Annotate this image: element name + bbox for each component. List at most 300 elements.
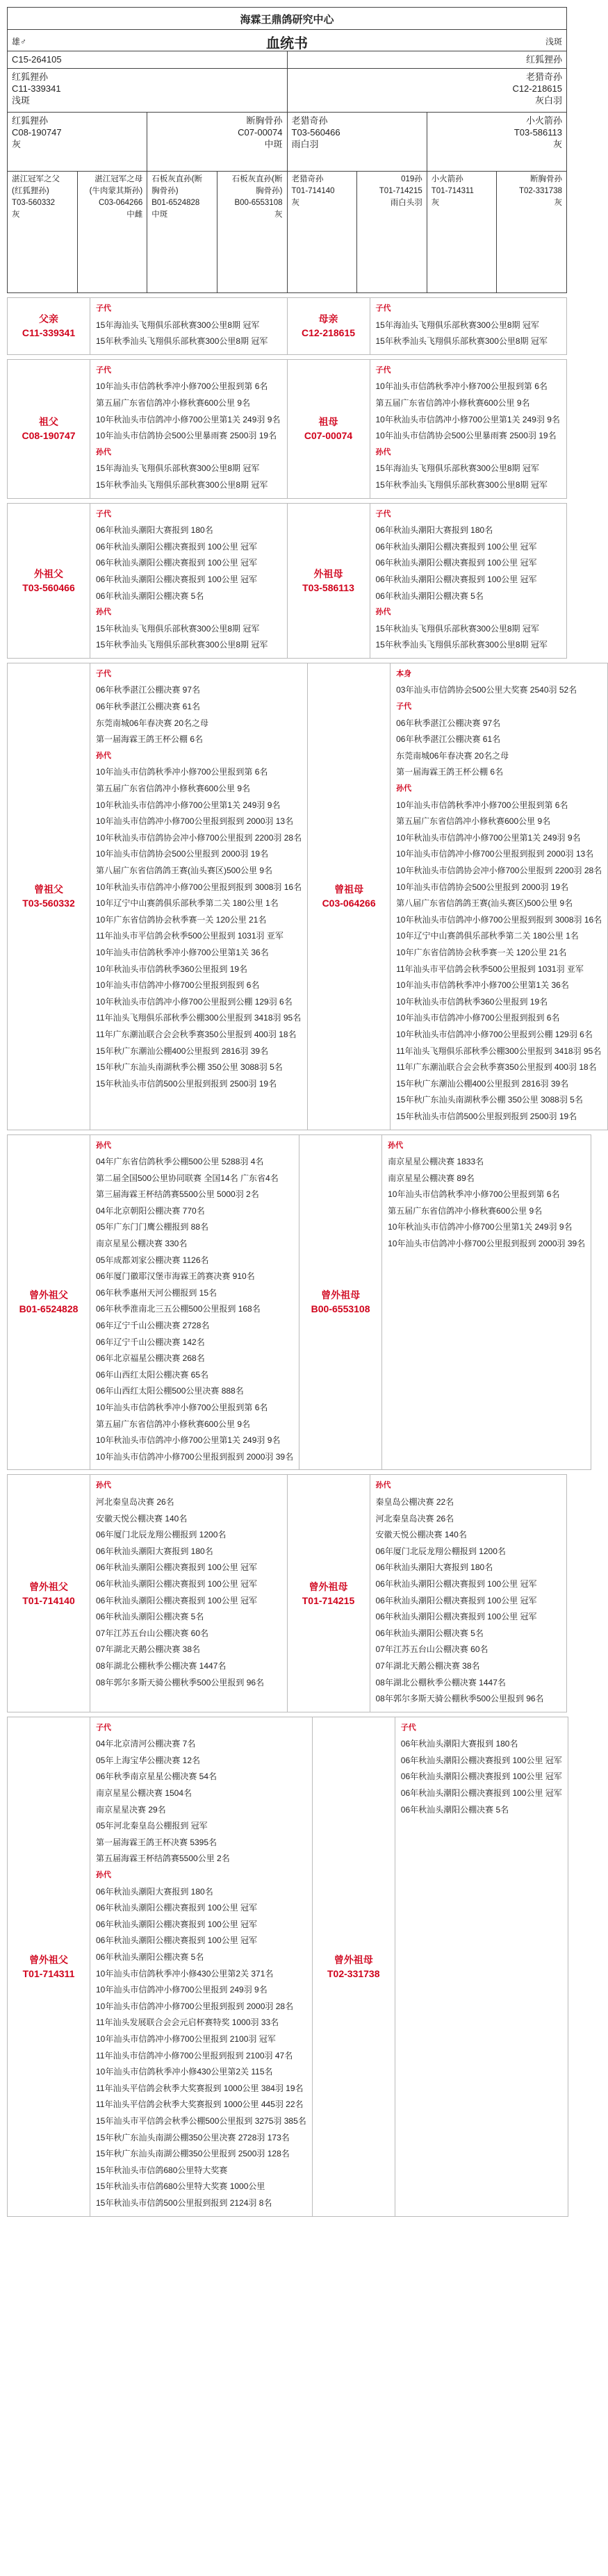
race-records — [90, 1135, 299, 1470]
ancestor-block — [7, 503, 288, 659]
race-record: 05年河北秦皇岛公棚报到 冠军 — [96, 1821, 208, 1831]
race-record: 08年湖北公棚秋季公棚决赛 1447名 — [96, 1660, 227, 1671]
race-record: 10年秋汕头市信鸽协会冲小修700公里报到 2200羽 28名 — [396, 866, 602, 875]
race-record: 06年秋季南京星星公棚决赛 54名 — [96, 1772, 217, 1782]
race-record: 15年秋汕头市信鸽500公里报到报到 2500羽 19名 — [96, 1078, 277, 1089]
gen3-line: 灰 — [554, 199, 562, 207]
race-record: 06年秋季淮南北三五公棚500公里报到 168名 — [96, 1304, 261, 1314]
race-record: 第三届海霖王杯结鸽赛5500公里 5000羽 2名 — [96, 1189, 259, 1200]
record-section-label: 孙代 — [375, 447, 391, 456]
race-record: 15年秋汕头飞翔俱乐部秋赛300公里8期 冠军 — [375, 623, 539, 634]
gen3-cell — [357, 172, 427, 292]
race-record: 10年汕头市信鸽协会500公里报到 2000羽 19名 — [396, 882, 569, 892]
record-section-label: 子代 — [400, 1723, 416, 1732]
subject-ring: C15-264105 — [8, 51, 288, 68]
subject-color: 浅斑 — [545, 37, 562, 47]
gen3-line: T02-331738 — [518, 187, 562, 195]
record-section-label: 子代 — [96, 304, 111, 313]
record-section-label: 孙代 — [96, 1141, 111, 1150]
race-record: 06年秋汕头潮阳公棚决赛报到 100公里 冠军 — [375, 574, 537, 584]
ancestor-role: 曾外祖母 — [309, 1580, 348, 1592]
dam-cell — [288, 69, 567, 112]
race-record: 河北秦皇岛决赛 26名 — [96, 1496, 174, 1507]
record-section-label: 子代 — [396, 702, 412, 711]
gen3-line: C03-064266 — [98, 199, 143, 207]
race-record: 11年汕头飞翔俱乐部秋季公棚300公里报到 3418羽 95名 — [96, 1013, 302, 1023]
ancestor-ring: C07-00074 — [304, 430, 353, 442]
ancestor-role: 曾外祖父 — [29, 1954, 68, 1965]
race-record: 15年秋季汕头飞翔俱乐部秋赛300公里8期 冠军 — [96, 640, 268, 650]
race-record: 15年秋汕头市信鸽500公里报到报到 2124羽 8名 — [96, 2197, 272, 2208]
race-record: 06年秋汕头潮阳大赛报到 180名 — [400, 1739, 518, 1749]
ancestor-label — [8, 1717, 90, 2216]
ancestor-label — [8, 1475, 90, 1711]
record-section-label: 孙代 — [96, 608, 111, 617]
race-record: 06年秋汕头潮阳大赛报到 180名 — [375, 1562, 493, 1573]
race-record: 06年秋季湛江公棚决赛 97名 — [396, 718, 501, 728]
ancestor-ring: T03-560332 — [22, 898, 75, 909]
ancestor-role: 曾外祖母 — [321, 1289, 361, 1301]
gen3-cell — [217, 172, 288, 292]
ancestor-ring: T01-714140 — [22, 1594, 75, 1606]
race-record: 第一届海霖王鸽王杯公棚 6名 — [96, 734, 204, 745]
race-record: 南京星星公棚决赛 330名 — [96, 1239, 188, 1249]
gen3-line: 石板灰直孙(断 — [151, 175, 203, 183]
ancestor-role: 曾祖父 — [34, 884, 63, 895]
subject-row — [8, 51, 566, 69]
race-record: 10年秋汕头市信鸽秋季360公里报到 19名 — [96, 964, 248, 974]
page-title: 血统书 — [266, 36, 308, 51]
race-record: 10年汕头市信鸽秋季冲小修700公里报到第 6名 — [96, 767, 268, 777]
race-record: 10年汕头市信鸽秋季冲小修700公里报到第 6名 — [396, 800, 568, 810]
gen3-cell — [147, 172, 217, 292]
gen3-line: (牛肉蒙其斯孙) — [89, 187, 143, 195]
race-record: 15年秋广东汕头南湖秋季公棚 350公里 3088羽 5名 — [396, 1095, 583, 1105]
gen3-line: 灰 — [291, 199, 299, 207]
gen3-line: (红狐狸孙) — [12, 187, 49, 195]
race-record: 10年秋汕头市信鸽冲小修700公里报到公棚 129羽 6名 — [396, 1029, 593, 1039]
ancestor-ring: C03-064266 — [322, 898, 376, 909]
gen3-line: 小火箭孙 — [431, 175, 463, 183]
ancestor-label — [8, 663, 90, 1130]
gen2-cell — [427, 113, 566, 171]
race-record: 10年汕头市信鸽冲小修700公里报到 249羽 9名 — [96, 1985, 268, 1995]
gen2-color: 雨白羽 — [291, 139, 319, 149]
ancestor-ring: T02-331738 — [327, 1967, 380, 1979]
race-record: 06年秋汕头潮阳公棚决赛报到 100公里 冠军 — [375, 1578, 537, 1589]
record-section-label: 子代 — [375, 365, 391, 374]
race-record: 10年秋汕头市信鸽冲小修700公里第1关 249羽 9名 — [96, 800, 281, 810]
record-section-label: 子代 — [96, 509, 111, 518]
race-record: 10年秋汕头市信鸽冲小修700公里报到报到 3008羽 16名 — [96, 882, 302, 892]
race-record: 06年秋汕头潮阳大赛报到 180名 — [96, 1546, 213, 1556]
race-record: 第一届海霖王鸽王杯公棚 6名 — [396, 767, 504, 777]
race-records — [90, 1717, 312, 2216]
race-record: 10年辽宁中山赛鸽俱乐部秋季第二关 180公里 1名 — [96, 898, 279, 909]
gen3-line: T01-714215 — [379, 187, 422, 195]
gen3-cell — [288, 172, 358, 292]
race-record: 04年广东省信鸽秋季公棚500公里 5288羽 4名 — [96, 1157, 264, 1167]
race-record: 南京星星公棚决赛 1504名 — [96, 1788, 192, 1799]
sire-name: 红狐狸孙 — [12, 72, 49, 82]
race-record: 06年厦门北辰龙翔公棚报到 1200名 — [96, 1530, 227, 1540]
ancestor-ring: C08-190747 — [22, 430, 76, 442]
gen3-line: T01-714311 — [431, 187, 474, 195]
race-record: 10年汕头市信鸽秋季冲小修430公里第2关 115名 — [96, 2067, 273, 2077]
race-record: 南京星星公棚决赛 1833名 — [388, 1157, 484, 1167]
sex-label: 雄♂ — [12, 37, 27, 47]
record-section-label: 孙代 — [96, 751, 111, 760]
record-section-label: 孙代 — [375, 1481, 391, 1490]
race-record: 06年秋汕头潮阳公棚决赛报到 100公里 冠军 — [96, 1903, 258, 1913]
race-record: 15年秋季汕头飞翔俱乐部秋赛300公里8期 冠军 — [375, 479, 548, 490]
dam-name: 老猎奇孙 — [525, 72, 562, 82]
race-records — [370, 1475, 567, 1711]
ancestor-label — [308, 663, 391, 1130]
ancestor-label — [288, 504, 370, 658]
record-section-label: 本身 — [396, 669, 412, 678]
race-record: 15年秋汕头市信鸽500公里报到报到 2500羽 19名 — [396, 1111, 577, 1121]
race-record: 10年汕头市信鸽冲小修700公里报到报到 2000羽 28名 — [96, 2001, 294, 2011]
gen3-line: B01-6524828 — [151, 199, 200, 207]
record-section-label: 孙代 — [96, 1871, 111, 1880]
ancestor-role: 母亲 — [318, 313, 338, 325]
record-section-label: 孙代 — [96, 447, 111, 456]
race-record: 06年秋汕头潮阳公棚决赛报到 100公里 冠军 — [400, 1755, 562, 1765]
race-records — [370, 298, 567, 354]
header-table — [7, 7, 567, 293]
record-section-label: 子代 — [375, 509, 391, 518]
ancestor-pair — [7, 1134, 586, 1471]
ancestor-role: 外祖母 — [313, 568, 343, 579]
race-record: 南京星星公棚决赛 89名 — [388, 1173, 475, 1183]
race-record: 15年秋季汕头飞翔俱乐部秋赛300公里8期 冠军 — [96, 479, 268, 490]
race-record: 05年上海宝华公棚决赛 12名 — [96, 1755, 201, 1765]
ancestor-label — [288, 1475, 370, 1711]
gen3-line: 雨白头羽 — [390, 199, 422, 207]
race-record: 06年秋汕头潮阳公棚决赛 5名 — [375, 1628, 484, 1638]
ancestor-pair — [7, 359, 567, 499]
race-record: 15年秋广东潮汕公棚400公里报到 2816羽 39名 — [96, 1046, 269, 1056]
ancestor-role: 曾外祖母 — [334, 1954, 373, 1965]
race-record: 10年汕头市信鸽冲小修700公里报到报到 6名 — [396, 1013, 560, 1023]
race-record: 10年汕头市信鸽协会500公里暴雨赛 2500羽 19名 — [375, 431, 557, 441]
sire-cell — [8, 69, 288, 112]
race-record: 10年汕头市信鸽协会500公里暴雨赛 2500羽 19名 — [96, 431, 277, 441]
gen2-cell — [288, 113, 427, 171]
race-record: 安徽天悦公棚决赛 140名 — [96, 1513, 188, 1524]
dam-ring: C12-218615 — [512, 83, 562, 94]
record-section-label: 孙代 — [388, 1141, 404, 1150]
race-record: 06年秋汕头潮阳公棚决赛 5名 — [96, 1612, 204, 1622]
ancestor-label — [8, 504, 90, 658]
race-record: 07年湖北天鹅公棚决赛 38名 — [375, 1660, 480, 1671]
race-record: 06年秋汕头潮阳公棚决赛报到 100公里 冠军 — [375, 558, 537, 568]
gen2-cell — [8, 113, 147, 171]
pedigree-certificate — [7, 7, 602, 2217]
race-record: 10年汕头市信鸽秋季冲小修700公里报到第 6名 — [96, 1403, 268, 1412]
race-record: 15年秋季汕头飞翔俱乐部秋赛300公里8期 冠军 — [96, 336, 268, 347]
race-record: 15年秋广东潮汕公棚400公里报到 2816羽 39名 — [396, 1078, 569, 1089]
race-record: 10年秋汕头市信鸽冲小修700公里第1关 249羽 9名 — [96, 414, 281, 424]
ancestor-block — [287, 297, 568, 355]
gen3-line: 湛江冠军之母 — [95, 175, 143, 183]
ancestor-block — [312, 1717, 568, 2217]
ancestor-block — [299, 1134, 591, 1471]
ancestor-ring: T01-714215 — [302, 1594, 355, 1606]
gen3-line: 断胸骨孙 — [530, 175, 562, 183]
gen2-name: 红狐狸孙 — [12, 115, 49, 126]
race-record: 15年秋广东汕头南湖公棚350公里报到 2500羽 128名 — [96, 2149, 290, 2159]
ancestor-pair — [7, 297, 567, 355]
race-record: 06年秋季惠州天河公棚报到 15名 — [96, 1287, 217, 1298]
record-section-label: 孙代 — [375, 608, 391, 617]
race-record: 10年秋汕头市信鸽秋季360公里报到 19名 — [396, 996, 548, 1007]
record-section-label: 孙代 — [396, 784, 412, 793]
race-record: 15年海汕头飞翔俱乐部秋赛300公里8期 冠军 — [96, 320, 260, 330]
record-section-label: 子代 — [96, 365, 111, 374]
race-record: 10年汕头市信鸽协会500公里报到 2000羽 19名 — [96, 849, 269, 859]
gen2-row — [8, 113, 566, 172]
ancestor-pair — [7, 1474, 567, 1712]
race-records — [370, 504, 567, 658]
ancestor-ring: B01-6524828 — [19, 1303, 79, 1315]
race-record: 10年汕头市信鸽冲小修700公里报到报到 2000羽 39名 — [388, 1239, 586, 1249]
race-record: 10年汕头市信鸽冲小修700公里报到报到 6名 — [96, 980, 260, 991]
gen3-cell — [78, 172, 148, 292]
sire-color: 浅斑 — [12, 95, 31, 106]
gen3-line: T03-560332 — [12, 199, 56, 207]
race-records — [391, 663, 607, 1130]
gen3-line: 中斑 — [151, 210, 168, 219]
race-record: 10年秋汕头市信鸽冲小修700公里第1关 249羽 9名 — [388, 1222, 573, 1232]
race-record: 15年秋季汕头飞翔俱乐部秋赛300公里8期 冠军 — [375, 336, 548, 347]
race-record: 06年山西红太阳公棚决赛 65名 — [96, 1369, 209, 1380]
ancestor-label — [288, 298, 370, 354]
ancestor-ring: B00-6553108 — [311, 1303, 370, 1315]
race-record: 10年广东省信鸽协会秋季赛一关 120公里 21名 — [96, 914, 267, 925]
race-records — [90, 360, 287, 498]
ancestor-role: 祖母 — [318, 416, 338, 428]
race-record: 06年秋汕头潮阳公棚决赛报到 100公里 冠军 — [375, 1612, 537, 1622]
ancestor-role: 外祖父 — [34, 568, 63, 579]
race-record: 第五届广东省信鸽冲小修秋赛600公里 9名 — [375, 397, 530, 408]
ancestor-ring: T03-560466 — [22, 581, 75, 593]
race-record: 秦皇岛公棚决赛 22名 — [375, 1496, 454, 1507]
ancestor-records — [7, 297, 602, 2217]
gen3-line: 中雌 — [126, 210, 143, 219]
gen2-name: 老猎奇孙 — [291, 115, 328, 126]
race-record: 第五届海霖王杯结鸽赛5500公里 2名 — [96, 1853, 230, 1864]
ancestor-role: 父亲 — [39, 313, 58, 325]
gen3-line: 石板灰直孙(断 — [231, 175, 283, 183]
race-record: 10年秋汕头市信鸽冲小修700公里第1关 249羽 9名 — [396, 832, 581, 843]
ancestor-role: 曾外祖父 — [29, 1580, 68, 1592]
gen3-line: 胸骨孙) — [256, 187, 283, 195]
race-record: 15年汕头市平信鸽会秋季公棚500公里报到 3275羽 385名 — [96, 2115, 306, 2126]
race-record: 11年汕头飞翔俱乐部秋季公棚300公里报到 3418羽 95名 — [396, 1046, 602, 1056]
ancestor-block — [7, 1474, 288, 1712]
race-record: 15年秋广东汕头南湖公棚350公里决赛 2728羽 173名 — [96, 2132, 290, 2142]
ancestor-ring: C11-339341 — [22, 327, 76, 339]
race-record: 06年秋汕头潮阳公棚决赛 5名 — [375, 591, 484, 601]
ancestor-role: 曾外祖父 — [29, 1289, 68, 1301]
gen2-color: 中斑 — [264, 139, 283, 149]
race-record: 东莞南城06年春决赛 20名之母 — [396, 750, 509, 761]
ancestor-block — [7, 663, 308, 1130]
gen3-cell — [427, 172, 498, 292]
gen2-ring: C08-190747 — [12, 127, 62, 138]
race-records — [90, 1475, 287, 1711]
gen2-name: 断胸骨孙 — [246, 115, 283, 126]
race-record: 06年秋季湛江公棚决赛 61名 — [396, 734, 501, 745]
race-record: 06年山西红太阳公棚500公里决赛 888名 — [96, 1386, 244, 1396]
ancestor-ring: T01-714311 — [22, 1967, 75, 1979]
race-record: 06年秋汕头潮阳公棚决赛报到 100公里 冠军 — [96, 1562, 258, 1573]
race-record: 06年秋汕头潮阳公棚决赛报到 100公里 冠军 — [375, 541, 537, 552]
race-records — [90, 298, 287, 354]
race-record: 10年汕头市信鸽秋季冲小修700公里第1关 36名 — [96, 947, 269, 957]
race-record: 06年秋汕头潮阳公棚决赛 5名 — [96, 1952, 204, 1962]
race-record: 10年秋汕头市信鸽冲小修700公里报到报到 3008羽 16名 — [396, 914, 602, 925]
gen2-ring: T03-586113 — [513, 127, 562, 138]
race-record: 第二届全国500公里协同联赛 全国14名 广东省4名 — [96, 1173, 279, 1183]
gen3-line: 灰 — [12, 210, 20, 219]
race-record: 第一届海霖王鸽王杯决赛 5395名 — [96, 1837, 217, 1847]
ancestor-role: 祖父 — [39, 416, 58, 428]
race-record: 06年秋汕头潮阳公棚决赛 5名 — [400, 1804, 509, 1815]
ancestor-block — [7, 297, 288, 355]
race-record: 10年汕头市信鸽冲小修700公里报到报到 2000羽 13名 — [396, 849, 594, 859]
ancestor-label — [288, 360, 370, 498]
ancestor-ring: C12-218615 — [301, 327, 356, 339]
race-record: 06年秋汕头潮阳公棚决赛报到 100公里 冠军 — [400, 1772, 562, 1782]
dam-color: 灰白羽 — [534, 95, 562, 106]
race-record: 06年秋汕头潮阳大赛报到 180名 — [96, 525, 213, 536]
race-record: 第五届广东省信鸽冲小修秋赛600公里 9名 — [396, 816, 551, 827]
race-record: 06年厦门徽耶汉堡市海霖王鸽赛决赛 910名 — [96, 1271, 255, 1282]
gen2-cell — [147, 113, 287, 171]
race-record: 10年汕头市信鸽秋季冲小修700公里报到第 6名 — [388, 1189, 560, 1200]
gen2-ring: T03-560466 — [291, 127, 340, 138]
ancestor-pair — [7, 663, 602, 1130]
race-record: 河北秦皇岛决赛 26名 — [375, 1513, 454, 1524]
gen2-color: 灰 — [12, 139, 22, 149]
race-record: 安徽天悦公棚决赛 140名 — [375, 1530, 467, 1540]
race-record: 15年海汕头飞翔俱乐部秋赛300公里8期 冠军 — [375, 463, 539, 474]
ancestor-label — [8, 298, 90, 354]
ancestor-pair — [7, 503, 567, 659]
race-record: 11年广东潮汕联合会会秋季赛350公里报到 400羽 18名 — [96, 1029, 297, 1039]
race-record: 10年汕头市信鸽冲小修700公里报到报到 2000羽 13名 — [96, 816, 294, 827]
race-record: 07年江苏五台山公棚决赛 60名 — [96, 1628, 209, 1638]
race-record: 11年广东潮汕联合会会秋季赛350公里报到 400羽 18名 — [396, 1062, 597, 1073]
ancestor-block — [307, 663, 608, 1130]
gen3-line: B00-6553108 — [234, 199, 283, 207]
subject-name: 红狐狸孙 — [525, 54, 562, 65]
ancestor-label — [8, 1135, 90, 1470]
race-record: 10年秋汕头市信鸽冲小修700公里报到公棚 129羽 6名 — [96, 996, 293, 1007]
race-record: 10年汕头市信鸽秋季冲小修430公里第2关 371名 — [96, 1968, 274, 1979]
race-record: 15年秋汕头市信鸽680公里特大奖赛 1000公里 — [96, 2181, 265, 2192]
ancestor-block — [287, 359, 568, 499]
race-record: 10年辽宁中山赛鸽俱乐部秋季第二关 180公里 1名 — [396, 931, 579, 941]
race-record: 15年海汕头飞翔俱乐部秋赛300公里8期 冠军 — [375, 320, 539, 330]
ancestor-pair — [7, 1717, 567, 2217]
race-record: 15年海汕头飞翔俱乐部秋赛300公里8期 冠军 — [96, 463, 260, 474]
ancestor-block — [7, 359, 288, 499]
race-record: 第五届广东省信鸽冲小修秋赛600公里 9名 — [96, 397, 251, 408]
gen3-cell — [497, 172, 566, 292]
gen3-line: 灰 — [274, 210, 283, 219]
race-record: 06年厦门北辰龙翔公棚报到 1200名 — [375, 1546, 506, 1556]
race-record: 06年秋汕头潮阳公棚决赛报到 100公里 冠军 — [96, 1919, 258, 1929]
gen2-ring: C07-00074 — [238, 127, 283, 138]
race-record: 10年汕头市信鸽秋季冲小修700公里第1关 36名 — [396, 980, 569, 991]
race-records — [90, 663, 307, 1130]
race-record: 10年广东省信鸽协会秋季赛一关 120公里 21名 — [396, 947, 567, 957]
race-record: 06年秋汕头潮阳公棚决赛 5名 — [96, 591, 204, 601]
sire-ring: C11-339341 — [12, 83, 61, 94]
race-record: 06年北京福星公棚决赛 268名 — [96, 1353, 205, 1364]
race-record: 第八届广东省信鸽鸽王赛(汕头赛区)500公里 9名 — [96, 866, 273, 875]
race-record: 11年汕头平信鸽会秋季大奖赛报到 1000公里 384羽 19名 — [96, 2083, 304, 2093]
race-record: 06年秋汕头潮阳公棚决赛报到 100公里 冠军 — [96, 1935, 258, 1946]
race-record: 10年汕头市信鸽秋季冲小修700公里报到第 6名 — [96, 381, 268, 392]
race-record: 06年辽宁千山公棚决赛 142名 — [96, 1337, 205, 1347]
race-record: 10年秋汕头市信鸽冲小修700公里第1关 249羽 9名 — [96, 1435, 281, 1446]
race-records — [382, 1135, 591, 1470]
race-record: 06年秋汕头潮阳公棚决赛报到 100公里 冠军 — [96, 558, 258, 568]
gen2-name: 小火箭孙 — [525, 115, 562, 126]
race-records — [395, 1717, 568, 2216]
ancestor-role: 曾祖母 — [334, 884, 364, 895]
race-record: 第五届广东省信鸽冲小修秋赛600公里 9名 — [96, 1419, 251, 1429]
race-record: 06年秋汕头潮阳公棚决赛报到 100公里 冠军 — [375, 1595, 537, 1605]
race-record: 06年秋汕头潮阳公棚决赛报到 100公里 冠军 — [96, 1578, 258, 1589]
organization-name: 海霖王鼎鸽研究中心 — [8, 8, 566, 30]
gen3-row — [8, 172, 566, 292]
race-record: 06年秋汕头潮阳公棚决赛报到 100公里 冠军 — [400, 1788, 562, 1799]
gen3-line: 019孙 — [401, 175, 422, 183]
ancestor-block — [7, 1134, 299, 1471]
ancestor-block — [7, 1717, 313, 2217]
race-record: 11年汕头市信鸽冲小修700公里报到报到 2100羽 47名 — [96, 2050, 293, 2061]
race-record: 11年汕头市平信鸽会秋季500公里报到 1031羽 亚军 — [96, 931, 284, 941]
gen3-line: 老猎奇孙 — [291, 175, 324, 183]
race-record: 南京星星决赛 29名 — [96, 1804, 166, 1815]
race-record: 15年秋季汕头飞翔俱乐部秋赛300公里8期 冠军 — [375, 640, 548, 650]
race-record: 10年汕头市信鸽冲小修700公里报到 2100羽 冠军 — [96, 2033, 276, 2044]
ancestor-label — [8, 360, 90, 498]
race-record: 第八届广东省信鸽鸽王赛(汕头赛区)500公里 9名 — [396, 898, 573, 909]
gen3-line: T01-714140 — [291, 187, 335, 195]
race-record: 15年秋汕头市信鸽680公里特大奖赛 — [96, 2165, 228, 2175]
race-records — [90, 504, 287, 658]
race-record: 06年秋汕头潮阳公棚决赛报到 100公里 冠军 — [96, 574, 258, 584]
gen1-row — [8, 69, 566, 113]
race-record: 第五届广东省信鸽冲小修秋赛600公里 9名 — [96, 784, 251, 794]
race-record: 06年秋汕头潮阳公棚决赛报到 100公里 冠军 — [96, 1595, 258, 1605]
ancestor-label — [313, 1717, 395, 2216]
race-record: 06年秋汕头潮阳大赛报到 180名 — [96, 1886, 213, 1897]
ancestor-ring: T03-586113 — [302, 581, 354, 593]
race-record: 10年秋汕头市信鸽冲小修700公里第1关 249羽 9名 — [375, 414, 560, 424]
gen3-line: 灰 — [431, 199, 440, 207]
race-record: 08年郭尔多斯天骑公棚秋季500公里报到 96名 — [96, 1677, 265, 1687]
race-records — [370, 360, 567, 498]
race-record: 10年汕头市信鸽秋季冲小修700公里报到第 6名 — [375, 381, 548, 392]
